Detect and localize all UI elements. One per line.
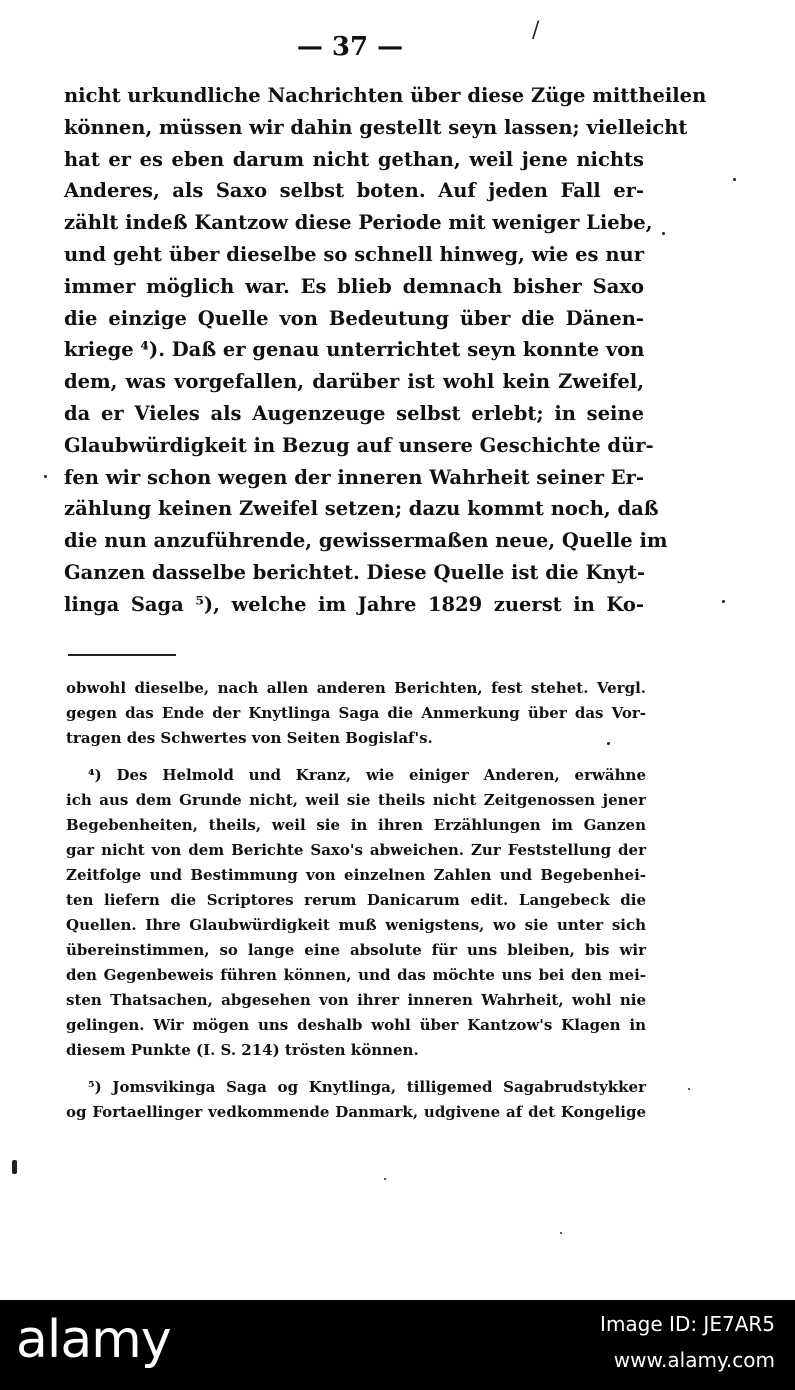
footnote-line: Zeitfolge und Bestimmung von einzelnen Zahlen und Begebenhei- xyxy=(66,866,646,884)
footnote-line: ⁴) Des Helmold und Kranz, wie einiger Anderen, erwähne xyxy=(88,766,646,784)
page-number: — 37 — xyxy=(296,32,404,62)
footnote-line: ich aus dem Grunde nicht, weil sie theils nicht Zeitgenossen jener xyxy=(66,791,646,809)
footnote-continuation xyxy=(66,676,646,751)
footnote-line: obwohl dieselbe, nach allen anderen Berichten, fest stehet. Vergl. xyxy=(66,679,646,697)
body-text xyxy=(64,80,707,621)
footnote-line: Begebenheiten, theils, weil sie in ihren Erzählungen im Ganzen xyxy=(66,816,646,834)
footnote-line: diesem Punkte (I. S. 214) trösten können. xyxy=(66,1041,419,1059)
footnote-line: gelingen. Wir mögen uns deshalb wohl über Kantzow's Klagen in xyxy=(66,1016,646,1034)
footnote-5 xyxy=(66,1075,646,1125)
body-line: Glaubwürdigkeit in Bezug auf unsere Geschichte dür- xyxy=(64,433,654,457)
footnote-line: ten liefern die Scriptores rerum Danicarum edit. Langebeck die xyxy=(66,891,646,909)
body-line: nicht urkundliche Nachrichten über diese Züge mittheilen xyxy=(64,84,707,107)
body-line: Anderes, als Saxo selbst boten. Auf jeden Fall er- xyxy=(64,179,644,203)
scan-speck xyxy=(384,1178,386,1180)
body-line: zählung keinen Zweifel setzen; dazu kommt noch, daß xyxy=(64,497,659,521)
footnote-line: übereinstimmen, so lange eine absolute für uns bleiben, bis wir xyxy=(66,941,646,959)
footnote-separator-rule xyxy=(68,654,176,656)
footnote-line: tragen des Schwertes von Seiten Bogislaf's. xyxy=(66,729,433,747)
watermark-bar xyxy=(0,1300,795,1390)
scan-speck xyxy=(722,600,725,603)
scan-speck xyxy=(662,232,665,235)
footnote-line: sten Thatsachen, abgesehen von ihrer inneren Wahrheit, wohl nie xyxy=(66,991,646,1009)
scan-speck xyxy=(607,742,610,745)
scan-speck xyxy=(12,1160,17,1174)
footnote-line: ⁵) Jomsvikinga Saga og Knytlinga, tilligemed Sagabrudstykker xyxy=(88,1078,646,1096)
footnote-line: gegen das Ende der Knytlinga Saga die Anmerkung über das Vor- xyxy=(66,704,646,722)
body-line: dem, was vorgefallen, darüber ist wohl kein Zweifel, xyxy=(64,370,644,394)
footnotes xyxy=(66,676,646,1137)
watermark-url: www.alamy.com xyxy=(613,1348,775,1372)
footnote-line: og Fortaellinger vedkommende Danmark, udgivene af det Kongelige xyxy=(66,1103,646,1121)
body-line: zählt indeß Kantzow diese Periode mit weniger Liebe, xyxy=(64,211,653,235)
scan-speck xyxy=(733,178,736,181)
watermark-image-id: Image ID: JE7AR5 xyxy=(600,1312,775,1336)
footnote-line: Quellen. Ihre Glaubwürdigkeit muß wenigstens, wo sie unter sich xyxy=(66,916,646,934)
footnote-line: den Gegenbeweis führen können, und das möchte uns bei den mei- xyxy=(66,966,646,984)
watermark-logo: alamy xyxy=(16,1310,171,1370)
body-line: die nun anzuführende, gewissermaßen neue, Quelle im xyxy=(64,529,668,553)
body-line: immer möglich war. Es blieb demnach bisher Saxo xyxy=(64,274,644,298)
corner-pen-mark: / xyxy=(532,18,540,43)
body-line: kriege ⁴). Daß er genau unterrichtet seyn konnte von xyxy=(64,338,645,362)
body-line: können, müssen wir dahin gestellt seyn lassen; vielleicht xyxy=(64,115,688,139)
body-line: Ganzen dasselbe berichtet. Diese Quelle ist die Knyt- xyxy=(64,560,646,584)
scan-speck xyxy=(44,475,47,478)
body-line: und geht über dieselbe so schnell hinweg, wie es nur xyxy=(64,242,644,266)
body-line: linga Saga ⁵), welche im Jahre 1829 zuerst in Ko- xyxy=(64,592,644,616)
footnote-line: gar nicht von dem Berichte Saxo's abweichen. Zur Feststellung der xyxy=(66,841,646,859)
footnote-4 xyxy=(66,763,646,1063)
body-line: die einzige Quelle von Bedeutung über die Dänen- xyxy=(64,306,644,330)
scan-speck xyxy=(688,1088,690,1090)
body-line: hat er es eben darum nicht gethan, weil jene nichts xyxy=(64,147,644,171)
scan-speck xyxy=(560,1232,562,1234)
body-line: da er Vieles als Augenzeuge selbst erlebt; in seine xyxy=(64,401,644,425)
body-line: fen wir schon wegen der inneren Wahrheit seiner Er- xyxy=(64,465,644,489)
